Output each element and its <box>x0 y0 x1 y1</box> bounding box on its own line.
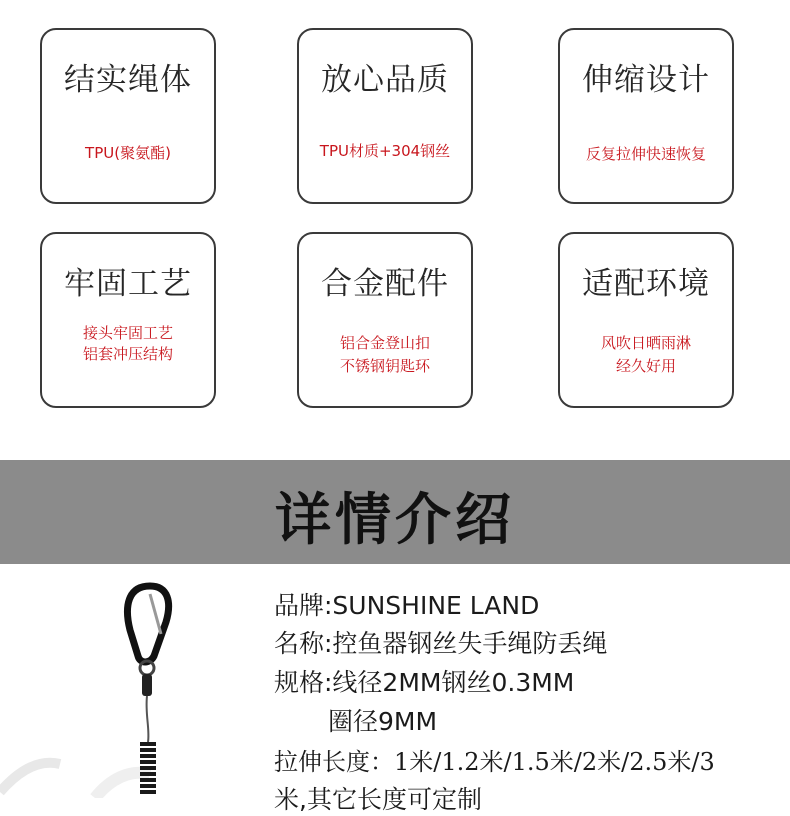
feature-title: 伸缩设计 <box>582 62 710 98</box>
feature-card-environment <box>558 232 734 408</box>
feature-desc: 铝合金登山扣 <box>339 334 430 352</box>
feature-title: 放心品质 <box>321 62 449 98</box>
feature-card-craft <box>40 232 216 408</box>
feature-title: 结实绳体 <box>64 62 192 98</box>
feature-title: 牢固工艺 <box>64 266 192 302</box>
feature-desc: 反复拉伸快速恢复 <box>585 145 706 163</box>
product-illustration <box>0 564 270 798</box>
section-banner <box>0 460 790 564</box>
spec-brand: 品牌:SUNSHINE LAND <box>274 591 540 620</box>
feature-title: 适配环境 <box>582 266 710 302</box>
spec-name: 名称:控鱼器钢丝失手绳防丢绳 <box>274 629 608 658</box>
spec-length-custom: 米,其它长度可定制 <box>274 785 482 814</box>
feature-desc: 不锈钢钥匙环 <box>339 357 430 375</box>
spec-length: 拉伸长度：1米/1.2米/1.5米/2米/2.5米/3 <box>274 748 715 776</box>
feature-card-retractable <box>558 28 734 204</box>
feature-title: 合金配件 <box>321 266 449 302</box>
feature-desc: 铝套冲压结构 <box>82 345 173 363</box>
feature-desc: 接头牢固工艺 <box>82 324 173 342</box>
feature-card-alloy <box>297 232 473 408</box>
feature-desc: 经久好用 <box>615 357 676 375</box>
section-title: 详情介绍 <box>275 488 515 553</box>
feature-desc: TPU(聚氨酯) <box>85 144 171 162</box>
feature-desc: TPU材质+304钢丝 <box>319 142 451 160</box>
feature-card-quality <box>297 28 473 204</box>
spec-size: 规格:线径2MM钢丝0.3MM <box>274 668 575 697</box>
spec-coil-diameter: 圈径9MM <box>328 707 438 736</box>
product-image <box>0 564 270 798</box>
feature-desc: 风吹日晒雨淋 <box>600 334 691 352</box>
feature-card-rope <box>40 28 216 204</box>
